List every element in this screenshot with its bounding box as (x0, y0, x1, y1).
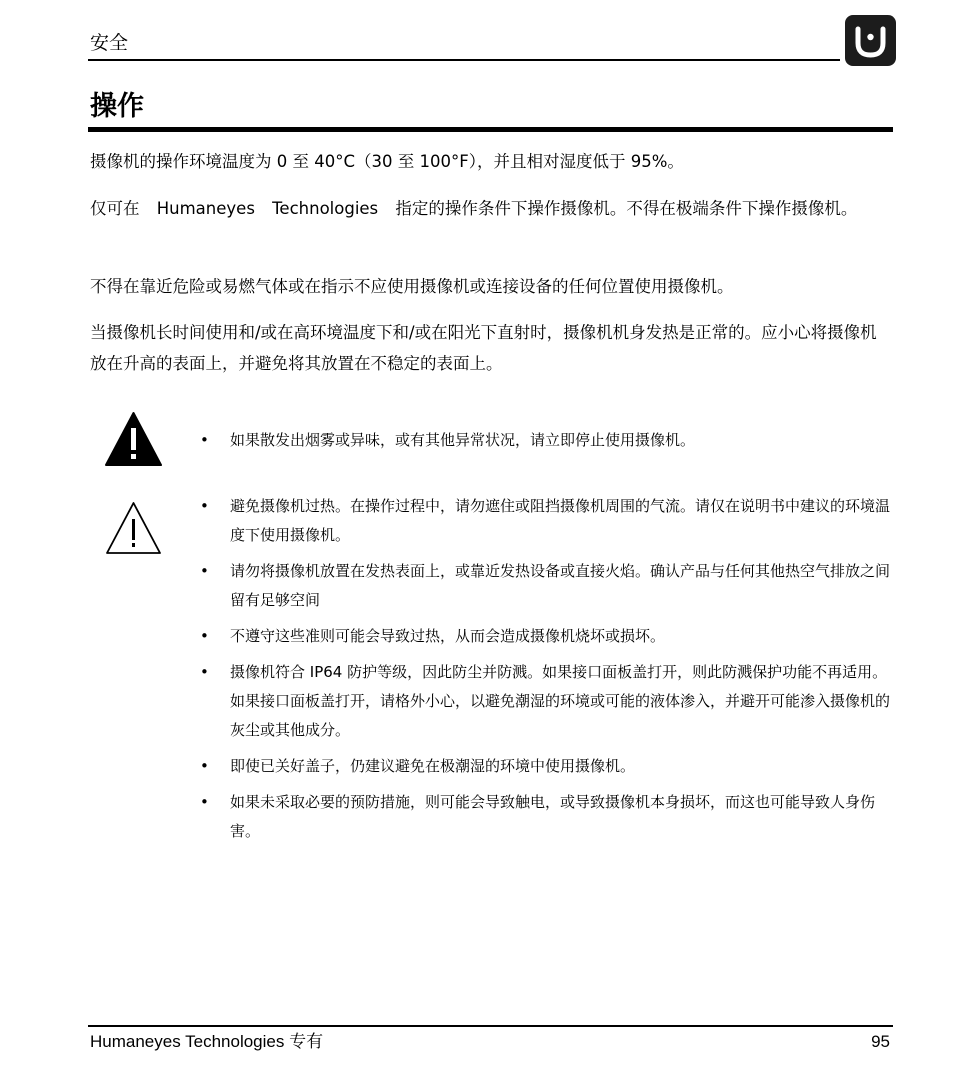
paragraph-operating-conditions: 仅可在 Humaneyes Technologies 指定的操作条件下操作摄像机。不得在极端条件下操作摄像机。 (90, 199, 858, 218)
section-title: 安全 (90, 32, 129, 54)
list-item: • 不遵守这些准则可能会导致过热，从而会造成摄像机烧坏或损坏。 (195, 622, 890, 651)
title-divider (88, 127, 893, 132)
list-item: • 请勿将摄像机放置在发热表面上，或靠近发热设备或直接火焰。确认产品与任何其他热空气排放之间留有足够空间 (195, 557, 890, 615)
warning-outline-icon (103, 498, 164, 556)
paragraph-operating-temperature: 摄像机的操作环境温度为 0 至 40°C（30 至 100°F），并且相对湿度低于 95%。 (90, 152, 684, 171)
page-number: 95 (871, 1032, 890, 1051)
bullet-icon: • (200, 497, 209, 515)
paragraph-hazardous-locations: 不得在靠近危险或易燃气体或在指示不应使用摄像机或连接设备的任何位置使用摄像机。 (90, 277, 734, 296)
paragraph-body-heat: 当摄像机长时间使用和/或在高环境温度下和/或在阳光下直射时，摄像机机身发热是正常的。应小心将摄像机放在升高的表面上，并避免将其放置在不稳定的表面上。 (90, 323, 877, 373)
warning-solid-icon (103, 410, 164, 468)
bullet-icon: • (200, 431, 209, 449)
list-item: • 如果未采取必要的预防措施，则可能会导致触电，或导致摄像机本身损坏，而这也可能导致人身伤害。 (195, 788, 890, 846)
page-header (88, 28, 840, 61)
list-item: • 摄像机符合 IP64 防护等级，因此防尘并防溅。如果接口面板盖打开，则此防溅保护功能不再适用。如果接口面板盖打开，请格外小心，以避免潮湿的环境或可能的液体渗入，并避开可能渗入摄像机的灰尘或其他成分。 (195, 658, 890, 745)
caution-list (195, 492, 890, 853)
page-title: 操作 (90, 91, 144, 122)
bullet-icon: • (200, 663, 209, 681)
footer-divider (88, 1025, 893, 1027)
list-item: • 即使已关好盖子，仍建议避免在极潮湿的环境中使用摄像机。 (195, 752, 890, 781)
bullet-icon: • (200, 757, 209, 775)
footer-proprietary-text: Humaneyes Technologies 专有 (90, 1032, 324, 1051)
humaneyes-logo-icon (845, 15, 896, 66)
danger-list (195, 426, 890, 455)
bullet-icon: • (200, 793, 209, 811)
list-item: • 避免摄像机过热。在操作过程中，请勿遮住或阻挡摄像机周围的气流。请仅在说明书中建议的环境温度下使用摄像机。 (195, 492, 890, 550)
bullet-icon: • (200, 627, 209, 645)
list-item: • 如果散发出烟雾或异味，或有其他异常状况，请立即停止使用摄像机。 (195, 426, 890, 455)
bullet-icon: • (200, 562, 209, 580)
